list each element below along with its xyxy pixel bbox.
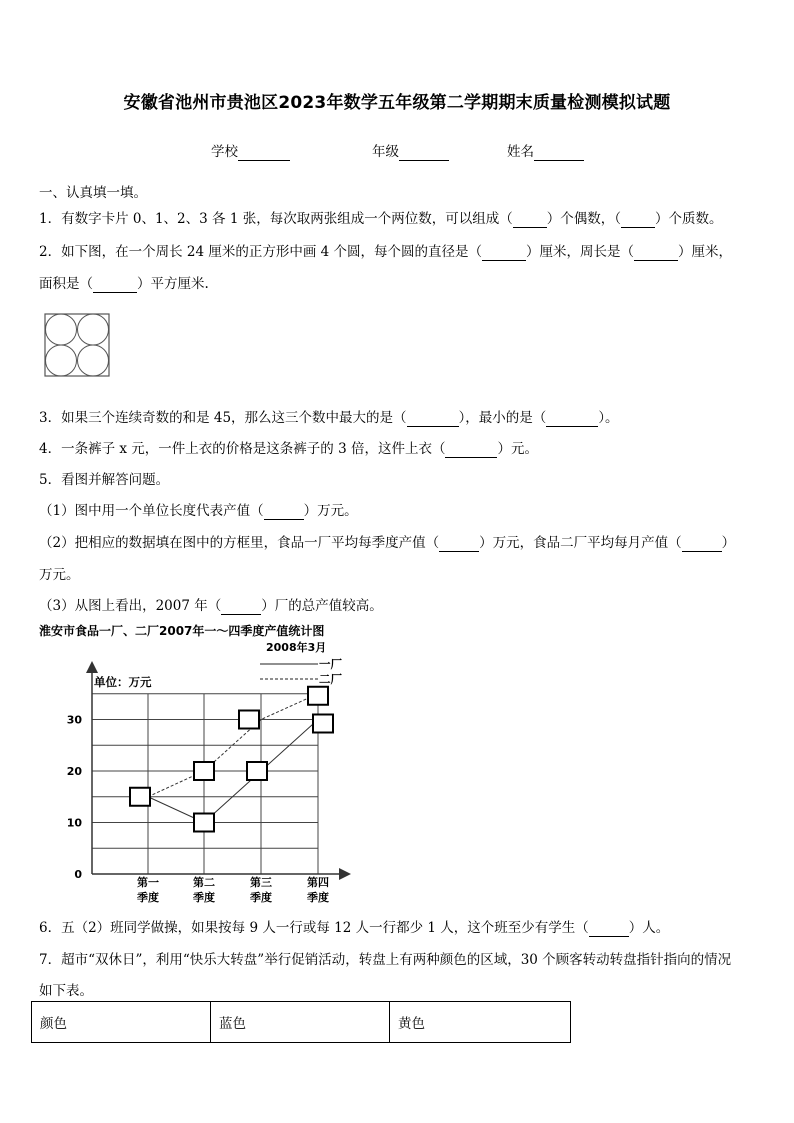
answer-blank[interactable] xyxy=(634,244,678,261)
table-cell: 黄色 xyxy=(390,1002,571,1043)
page-title: 安徽省池州市贵池区2023年数学五年级第二学期期末质量检测模拟试题 xyxy=(123,93,671,113)
name-blank[interactable] xyxy=(534,144,584,161)
answer-blank[interactable] xyxy=(546,410,598,427)
x-tick-label: 第一 xyxy=(137,876,159,889)
square-shape xyxy=(45,314,109,376)
q5-text: ）万元。 xyxy=(303,503,358,519)
color-result-table xyxy=(31,1001,571,1043)
square-four-circles-figure xyxy=(44,313,111,377)
question-4 xyxy=(39,437,538,458)
q2-text: 2．如下图，在一个周长 24 厘米的正方形中画 4 个圆，每个圆的直径是（ xyxy=(39,244,483,260)
answer-box[interactable] xyxy=(247,762,267,780)
chart-title: 淮安市食品一厂、二厂2007年一～四季度产值统计图 xyxy=(39,624,325,638)
table-row xyxy=(32,1002,571,1043)
legend-label: 一厂 xyxy=(319,657,342,671)
q5-text: （3）从图上看出，2007 年（ xyxy=(39,598,222,614)
question-5-part-1 xyxy=(39,499,358,520)
table-cell: 颜色 xyxy=(32,1002,211,1043)
q2-text: ）厘米，周长是（ xyxy=(526,244,635,260)
section-heading: 一、认真填一填。 xyxy=(39,185,147,201)
answer-blank[interactable] xyxy=(93,276,137,293)
answer-boxes[interactable] xyxy=(130,687,333,832)
question-1 xyxy=(39,207,722,228)
answer-box[interactable] xyxy=(313,715,333,733)
q5-text: ）万元，食品二厂平均每月产值（ xyxy=(479,535,682,551)
question-5-part-2 xyxy=(39,531,735,552)
grade-field[interactable] xyxy=(372,140,449,161)
x-tick-labels xyxy=(137,875,329,904)
production-line-chart xyxy=(30,620,400,905)
x-tick-label: 季度 xyxy=(137,891,159,904)
q1-text: ）个偶数，（ xyxy=(546,211,621,227)
grade-blank[interactable] xyxy=(399,144,449,161)
name-field[interactable] xyxy=(507,140,584,161)
table-cell: 蓝色 xyxy=(211,1002,390,1043)
answer-box[interactable] xyxy=(194,762,214,780)
y-tick-label: 30 xyxy=(66,713,82,727)
q5-text: （1）图中用一个单位长度代表产值（ xyxy=(39,503,264,519)
question-2-cont xyxy=(39,272,209,293)
question-2 xyxy=(39,240,732,261)
question-7: 7．超市“双休日”，利用“快乐大转盘”举行促销活动，转盘上有两种颜色的区域，30 个顾客转动转盘指针指向的情况 xyxy=(39,952,732,968)
answer-box[interactable] xyxy=(308,687,328,705)
y-tick-label: 0 xyxy=(74,868,82,881)
chart-grid xyxy=(92,694,318,874)
q6-text: 6．五（2）班同学做操，如果按每 9 人一行或每 12 人一行都少 1 人，这个班至少有学生（ xyxy=(39,920,589,936)
school-label: 学校 xyxy=(211,144,238,160)
answer-blank[interactable] xyxy=(621,211,655,228)
answer-blank[interactable] xyxy=(221,598,261,615)
x-tick-label: 第四 xyxy=(307,876,329,889)
question-5-part-2-cont: 万元。 xyxy=(39,567,80,583)
answer-blank[interactable] xyxy=(482,244,526,261)
chart-series xyxy=(148,694,318,823)
y-tick-label: 10 xyxy=(66,816,82,830)
grade-label: 年级 xyxy=(372,144,399,160)
q2-text: ）平方厘米. xyxy=(137,276,209,292)
answer-blank[interactable] xyxy=(439,535,479,552)
chart-legend xyxy=(260,657,342,686)
q5-text: ）厂的总产值较高。 xyxy=(261,598,383,614)
answer-box[interactable] xyxy=(130,788,150,806)
answer-box[interactable] xyxy=(194,814,214,832)
q2-text: 面积是（ xyxy=(39,276,93,292)
question-5-part-3 xyxy=(39,594,383,615)
legend-label: 二厂 xyxy=(319,672,342,686)
x-tick-label: 季度 xyxy=(307,891,329,904)
q4-text: ）元。 xyxy=(497,441,538,457)
question-5-heading: 5．看图并解答问题。 xyxy=(39,472,170,488)
q5-text: ） xyxy=(721,535,736,551)
y-axis-label: 单位：万元 xyxy=(94,675,152,689)
q5-text: （2）把相应的数据填在图中的方框里，食品一厂平均每季度产值（ xyxy=(39,535,440,551)
q3-text: ），最小的是（ xyxy=(458,410,547,426)
question-3 xyxy=(39,406,619,427)
circle-shape xyxy=(46,314,77,345)
name-label: 姓名 xyxy=(507,144,534,160)
x-tick-label: 季度 xyxy=(193,891,215,904)
x-tick-label: 第二 xyxy=(193,876,215,889)
answer-blank[interactable] xyxy=(513,211,547,228)
q6-text: ）人。 xyxy=(628,920,670,936)
answer-blank[interactable] xyxy=(264,503,304,520)
q3-text: 3．如果三个连续奇数的和是 45，那么这三个数中最大的是（ xyxy=(39,410,407,426)
q3-text: ）。 xyxy=(598,410,619,426)
q1-text: 1．有数字卡片 0、1、2、3 各 1 张，每次取两张组成一个两位数，可以组成（ xyxy=(39,211,513,227)
answer-box[interactable] xyxy=(239,711,259,729)
school-field[interactable] xyxy=(211,140,290,161)
answer-blank[interactable] xyxy=(445,441,497,458)
circle-shape xyxy=(78,314,109,345)
y-tick-labels xyxy=(67,714,83,882)
x-tick-label: 第三 xyxy=(250,876,272,889)
circle-shape xyxy=(46,345,77,376)
q2-text: ）厘米， xyxy=(678,244,733,260)
answer-blank[interactable] xyxy=(682,535,722,552)
answer-blank[interactable] xyxy=(407,410,459,427)
circle-shape xyxy=(78,345,109,376)
q4-text: 4．一条裤子 x 元，一件上衣的价格是这条裤子的 3 倍，这件上衣（ xyxy=(39,441,446,457)
x-tick-label: 季度 xyxy=(250,891,272,904)
q1-text: ）个质数。 xyxy=(654,211,723,227)
y-tick-label: 20 xyxy=(66,765,82,778)
question-6 xyxy=(39,916,669,937)
chart-subtitle: 2008年3月 xyxy=(266,641,327,654)
answer-blank[interactable] xyxy=(589,920,629,937)
school-blank[interactable] xyxy=(238,144,290,161)
question-7-cont: 如下表。 xyxy=(39,983,93,999)
